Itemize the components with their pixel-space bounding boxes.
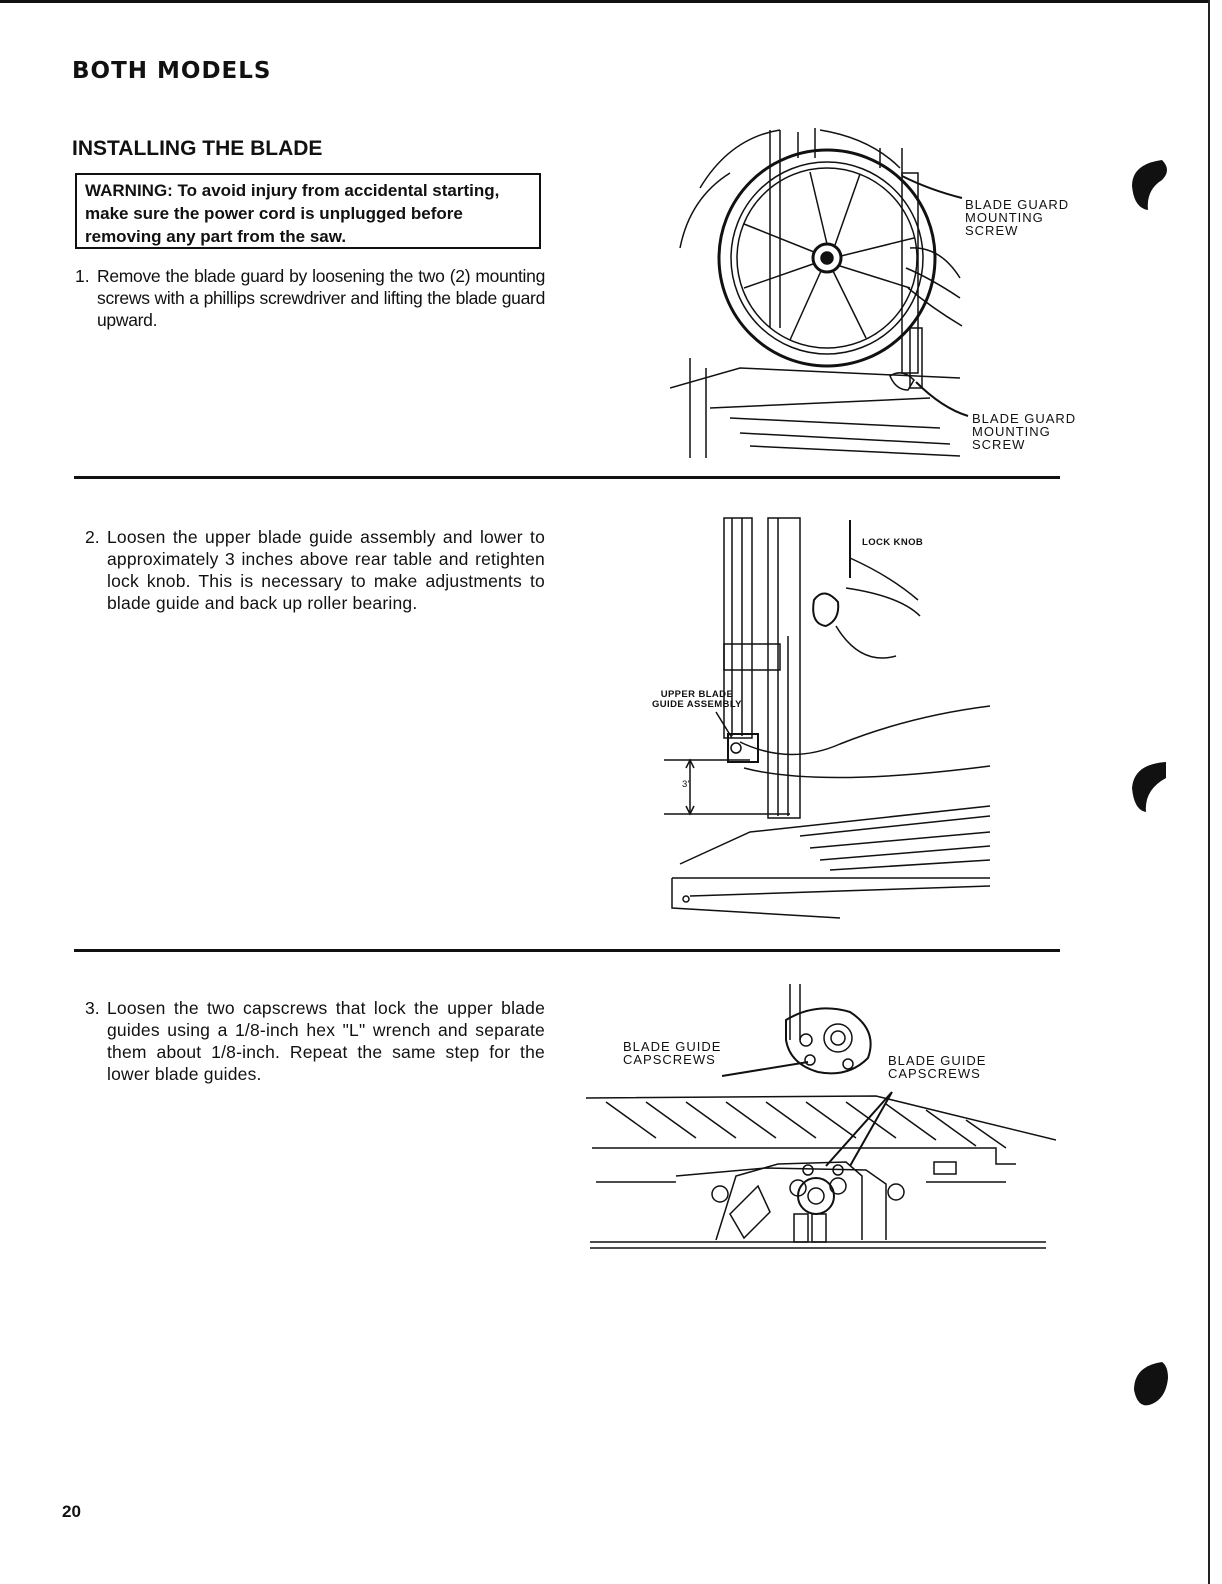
dimension-label: 3" bbox=[682, 779, 692, 790]
label-lock-knob: LOCK KNOB bbox=[862, 537, 924, 548]
step-3 bbox=[85, 997, 555, 1087]
step-number: 1. bbox=[75, 266, 90, 286]
step-text: Remove the blade guard by loosening the two (2) mounting screws with a phillips screwdriver and lifting the blade guard upward. bbox=[97, 266, 545, 330]
section-divider bbox=[74, 476, 1060, 479]
label-blade-guide-capscrews-left: BLADE GUIDE CAPSCREWS bbox=[623, 1039, 722, 1067]
warning-text: WARNING: To avoid injury from accidental starting, make sure the power cord is unplugged before removing any part from the saw. bbox=[85, 181, 500, 246]
section-title: BOTH MODELS bbox=[72, 58, 272, 84]
step-2 bbox=[85, 526, 555, 636]
warning-box bbox=[75, 173, 541, 249]
binder-punch-mark bbox=[1122, 1352, 1182, 1422]
label-blade-guard-screw-top: BLADE GUARD MOUNTING SCREW bbox=[965, 197, 1070, 238]
figure-blade-guard bbox=[670, 128, 970, 458]
right-border-line bbox=[1208, 0, 1210, 1584]
label-blade-guide-capscrews-right: BLADE GUIDE CAPSCREWS bbox=[888, 1053, 987, 1081]
step-number: 3. bbox=[85, 998, 100, 1018]
step-number: 2. bbox=[85, 527, 100, 547]
page-number: 20 bbox=[62, 1502, 81, 1521]
label-upper-guide-assembly: UPPER BLADE GUIDE ASSEMBLY bbox=[652, 689, 742, 710]
step-text: Loosen the upper blade guide assembly and lower to approximately 3 inches above rear table and retighten lock knob. This is necessary to make adjustments to blade guide and back up roller bearing. bbox=[107, 527, 545, 613]
top-border-line bbox=[0, 0, 1210, 3]
figure-blade-guide-capscrews bbox=[586, 980, 1056, 1255]
section-divider bbox=[74, 949, 1060, 952]
step-1 bbox=[75, 265, 550, 345]
step-text: Loosen the two capscrews that lock the upper blade guides using a 1/8-inch hex "L" wrench and separate them about 1/8-inch. Repeat the same step for the lower blade guides. bbox=[107, 998, 545, 1084]
binder-punch-mark bbox=[1122, 150, 1182, 220]
page-heading: INSTALLING THE BLADE bbox=[72, 137, 323, 160]
binder-punch-mark bbox=[1122, 752, 1182, 822]
label-blade-guard-screw-bottom: BLADE GUARD MOUNTING SCREW bbox=[972, 411, 1077, 452]
figure-upper-guide bbox=[660, 516, 995, 926]
